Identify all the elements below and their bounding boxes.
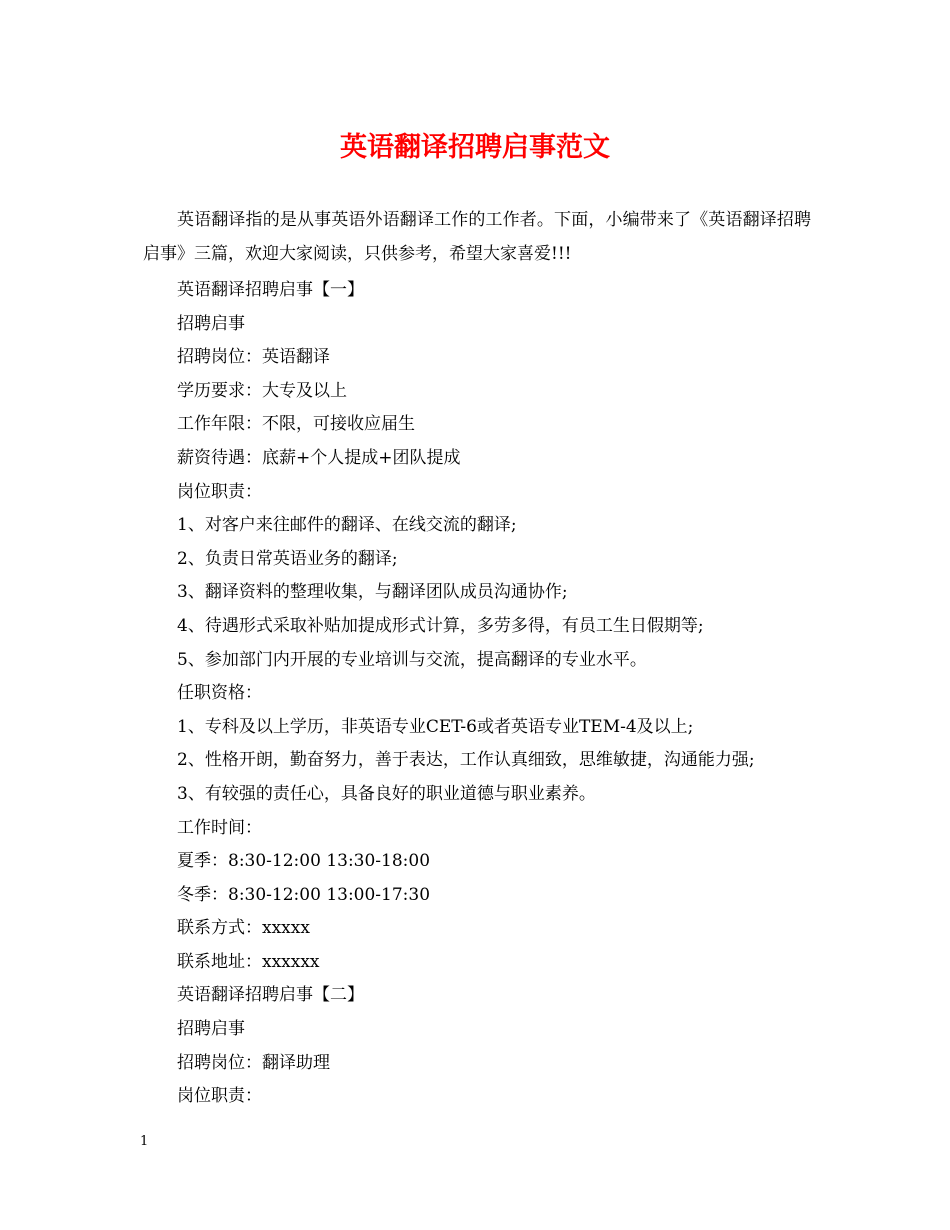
body-line: 英语翻译招聘启事【一】 bbox=[177, 280, 364, 300]
body-line: 薪资待遇：底薪+个人提成+团队提成 bbox=[177, 447, 461, 468]
page-number: 1 bbox=[140, 1134, 149, 1149]
body-line: 3、翻译资料的整理收集，与翻译团队成员沟通协作; bbox=[177, 582, 568, 603]
body-line: 工作年限：不限，可接收应届生 bbox=[177, 414, 415, 435]
body-line: 4、待遇形式采取补贴加提成形式计算，多劳多得，有员工生日假期等; bbox=[177, 615, 704, 636]
body-line: 学历要求：大专及以上 bbox=[177, 380, 347, 401]
body-line: 招聘启事 bbox=[177, 313, 245, 334]
body-line: 任职资格： bbox=[177, 683, 262, 704]
body-line: 工作时间： bbox=[177, 817, 262, 838]
body-line: 联系方式：xxxxx bbox=[177, 918, 310, 939]
body-line: 2、性格开朗，勤奋努力，善于表达，工作认真细致，思维敏捷，沟通能力强; bbox=[177, 750, 755, 771]
body-line: 1、专科及以上学历，非英语专业CET-6或者英语专业TEM-4及以上; bbox=[177, 716, 694, 737]
intro-paragraph: 英语翻译指的是从事英语外语翻译工作的工作者。下面，小编带来了《英语翻译招聘启事》三篇，欢迎大家阅读，只供参考，希望大家喜爱!!! bbox=[143, 210, 811, 264]
body-line: 招聘岗位：英语翻译 bbox=[177, 347, 330, 368]
body-line: 招聘启事 bbox=[177, 1019, 245, 1040]
body-line: 岗位职责： bbox=[177, 1086, 262, 1107]
body-line: 5、参加部门内开展的专业培训与交流，提高翻译的专业水平。 bbox=[177, 649, 647, 670]
body-line: 1、对客户来往邮件的翻译、在线交流的翻译; bbox=[177, 515, 517, 536]
body-line: 岗位职责： bbox=[177, 481, 262, 502]
body-line: 夏季：8:30-12:00 13:30-18:00 bbox=[177, 851, 431, 872]
body-line: 3、有较强的责任心，具备良好的职业道德与职业素养。 bbox=[177, 783, 596, 804]
body-line: 2、负责日常英语业务的翻译; bbox=[177, 548, 398, 569]
body-lines bbox=[177, 274, 755, 1114]
body-line: 联系地址：xxxxxx bbox=[177, 951, 320, 972]
body-line: 招聘岗位：翻译助理 bbox=[177, 1052, 330, 1073]
body-line: 英语翻译招聘启事【二】 bbox=[177, 985, 364, 1006]
body-line: 冬季：8:30-12:00 13:00-17:30 bbox=[177, 884, 431, 905]
document-title: 英语翻译招聘启事范文 bbox=[340, 132, 610, 163]
